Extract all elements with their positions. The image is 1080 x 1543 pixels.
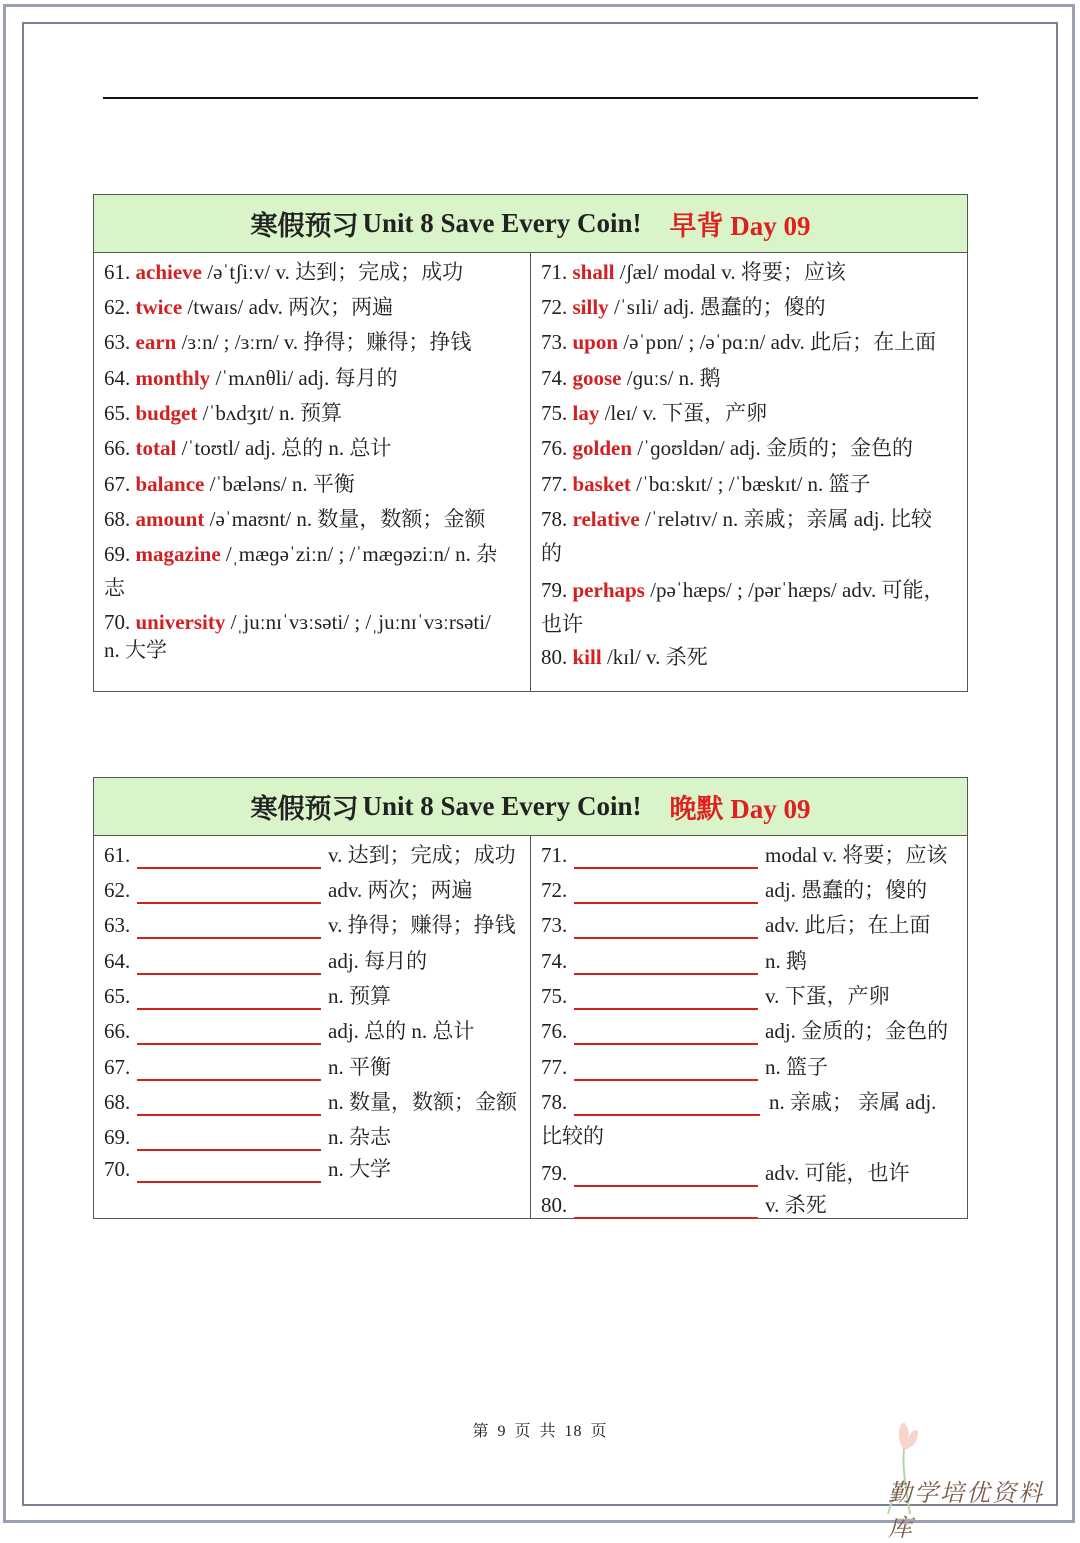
vocab-row: 67. balance /ˈbæləns/ n. 平衡 (104, 472, 355, 496)
answer-blank[interactable] (574, 1185, 758, 1187)
answer-blank[interactable] (574, 1008, 758, 1010)
answer-blank[interactable] (574, 1079, 758, 1081)
column-divider (530, 253, 531, 692)
answer-blank[interactable] (137, 1149, 321, 1151)
evening-dictation-table (93, 777, 968, 1219)
header-rule (103, 97, 978, 99)
vocab-row: 77. basket /ˈbɑːskɪt/ ; /ˈbæskɪt/ n. 篮子 (541, 472, 871, 496)
answer-blank[interactable] (137, 973, 321, 975)
answer-blank[interactable] (574, 867, 758, 869)
vocab-row: 69. magazine /ˌmæɡəˈziːn/ ; /ˈmæɡəziːn/ n. 杂 志 (104, 542, 498, 600)
vocab-row: 72. silly /ˈsɪli/ adj. 愚蠢的；傻的 (541, 295, 826, 319)
vocab-row: 78. relative /ˈrelətɪv/ n. 亲戚；亲属 adj. 比较 的 (541, 507, 932, 565)
column-divider (530, 836, 531, 1219)
page-footer: 第 9 页 共 18 页 (472, 1423, 608, 1440)
vocab-row: 76. golden /ˈɡoʊldən/ adj. 金质的；金色的 (541, 436, 914, 460)
watermark-text: 勤学培优资料库 (888, 1479, 1044, 1542)
evening-table-body: 61. v. 达到；完成；成功 62. adv. 两次；两遍 63. v. 挣得；赚得；挣钱 64. adj. 每月的 65. n. 预算 66. adj. 总的 n. 总计 67. n. 平衡 68. n. 数量，数额；金额 69. n. 杂志 70. n. 大学 71. modal v. 将要；应该 72. adj. 愚蠢的；傻的 73. adv. 此后；在上面 74. n. 鹅 75. v. 下蛋，产卵 76. adj. 金质的；金色的 77. n. 篮子 78. n. 亲戚； 亲属 adj. 比较的 79. adv. 可能，也许 80. v. 杀死 (94, 836, 967, 1219)
morning-vocab-table (93, 194, 968, 692)
answer-blank[interactable] (574, 1217, 758, 1219)
evening-title-cn: 寒假预习 (250, 794, 359, 824)
answer-blank[interactable] (137, 1043, 321, 1045)
evening-table-header (94, 778, 967, 836)
morning-table-body (94, 253, 967, 692)
answer-blank[interactable] (574, 1043, 758, 1045)
vocab-row: 75. lay /leɪ/ v. 下蛋，产卵 (541, 401, 768, 425)
vocab-row: 80. kill /kɪl/ v. 杀死 (541, 645, 708, 669)
answer-blank[interactable] (574, 902, 758, 904)
answer-blank[interactable] (137, 867, 321, 869)
morning-title-cn: 寒假预习 (250, 211, 359, 241)
vocab-row: 65. budget /ˈbʌdʒɪt/ n. 预算 (104, 401, 343, 425)
vocab-row: 73. upon /əˈpɒn/ ; /əˈpɑːn/ adv. 此后；在上面 (541, 330, 937, 354)
vocab-row: 79. perhaps /pəˈhæps/ ; /pərˈhæps/ adv. 可能， 也许 (541, 578, 945, 636)
answer-blank[interactable] (137, 1181, 321, 1183)
vocab-row: 70. university /ˌjuːnɪˈvɜːsəti/ ; /ˌjuːnɪˈvɜːrsəti/ n. 大学 (104, 610, 491, 662)
answer-blank[interactable] (574, 973, 758, 975)
answer-blank[interactable] (574, 937, 758, 939)
vocab-row: 71. shall /ʃæl/ modal v. 将要；应该 (541, 260, 846, 284)
morning-day-tag: 早背 Day 09 (669, 211, 811, 241)
watermark-logo (858, 1418, 1058, 1542)
vocab-row: 63. earn /ɜːn/ ; /ɜːrn/ v. 挣得；赚得；挣钱 (104, 330, 472, 354)
answer-blank[interactable] (137, 1114, 321, 1116)
evening-day-tag: 晚默 Day 09 (669, 794, 811, 824)
answer-blank[interactable] (137, 1008, 321, 1010)
vocab-row: 62. twice /twaɪs/ adv. 两次；两遍 (104, 295, 394, 319)
vocab-row: 74. goose /ɡuːs/ n. 鹅 (541, 366, 721, 390)
morning-title-en: Unit 8 Save Every Coin! (362, 208, 642, 238)
answer-blank[interactable] (574, 1114, 760, 1116)
vocab-row: 64. monthly /ˈmʌnθli/ adj. 每月的 (104, 366, 398, 390)
answer-blank[interactable] (137, 1079, 321, 1081)
answer-blank[interactable] (137, 902, 321, 904)
morning-table-header (94, 195, 967, 253)
evening-title-en: Unit 8 Save Every Coin! (362, 791, 642, 821)
vocab-row: 66. total /ˈtoʊtl/ adj. 总的 n. 总计 (104, 436, 392, 460)
vocab-row: 68. amount /əˈmaʊnt/ n. 数量，数额；金额 (104, 507, 486, 531)
vocab-row: 61. achieve /əˈtʃiːv/ v. 达到；完成；成功 (104, 260, 464, 284)
answer-blank[interactable] (137, 937, 321, 939)
